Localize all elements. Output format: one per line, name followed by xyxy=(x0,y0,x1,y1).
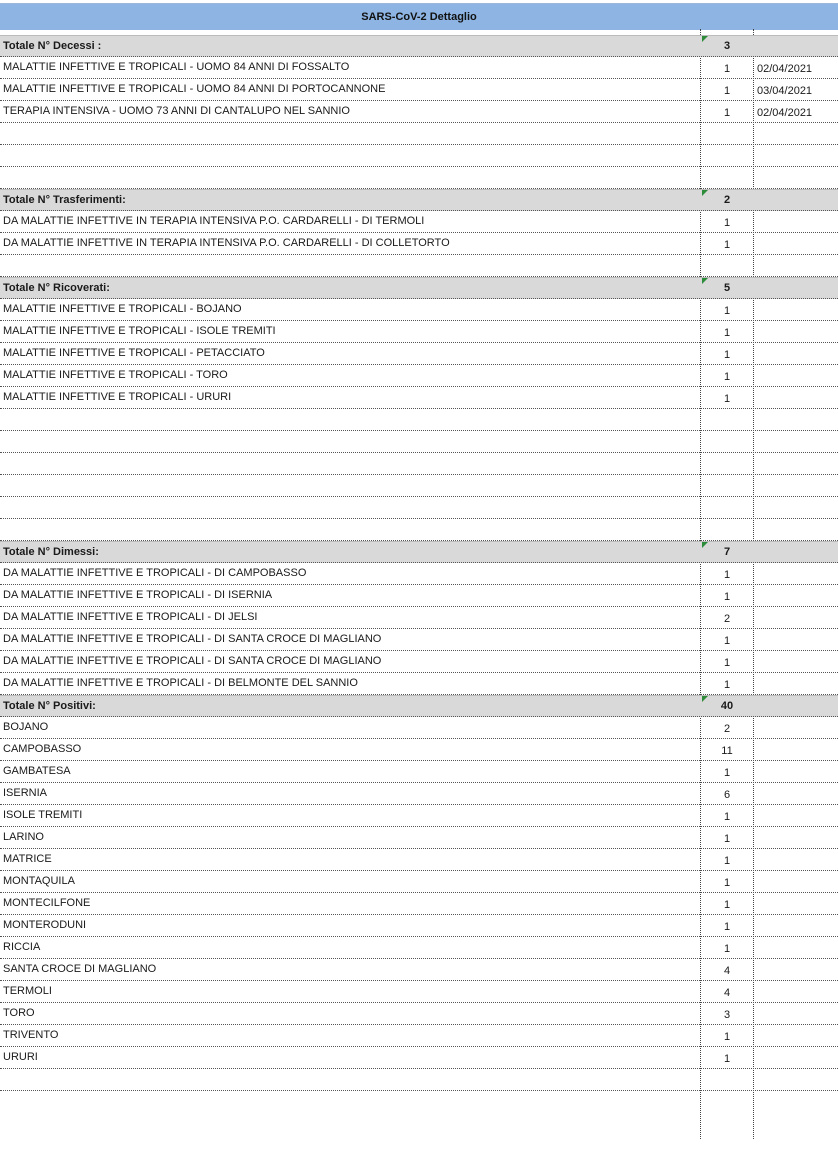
empty-row[interactable] xyxy=(0,453,838,475)
table-row[interactable] xyxy=(0,233,838,255)
row-description: MONTAQUILA xyxy=(3,875,75,887)
row-count: 1 xyxy=(723,63,731,75)
row-description: BOJANO xyxy=(3,721,49,733)
table-row[interactable] xyxy=(0,585,838,607)
cell-comment-marker-icon xyxy=(702,190,708,196)
row-count: 2 xyxy=(723,613,731,625)
table-row[interactable] xyxy=(0,101,838,123)
empty-row[interactable] xyxy=(0,167,838,189)
table-row[interactable] xyxy=(0,805,838,827)
row-count: 6 xyxy=(723,789,731,801)
sheet-title: SARS-CoV-2 Dettaglio xyxy=(0,3,838,30)
row-description: DA MALATTIE INFETTIVE E TROPICALI - DI BELMONTE DEL SANNIO xyxy=(3,677,358,689)
table-row[interactable] xyxy=(0,717,838,739)
empty-row[interactable] xyxy=(0,475,838,497)
empty-row[interactable] xyxy=(0,519,838,541)
table-row[interactable] xyxy=(0,211,838,233)
row-count: 1 xyxy=(723,569,731,581)
table-row[interactable] xyxy=(0,739,838,761)
row-count: 4 xyxy=(723,965,731,977)
table-row[interactable] xyxy=(0,893,838,915)
row-description: DA MALATTIE INFETTIVE IN TERAPIA INTENSIVA P.O. CARDARELLI - DI COLLETORTO xyxy=(3,237,450,249)
row-count: 1 xyxy=(723,327,731,339)
section-header-label: Totale N° Positivi: xyxy=(3,700,96,712)
row-count: 1 xyxy=(723,217,731,229)
row-description: MALATTIE INFETTIVE E TROPICALI - TORO xyxy=(3,369,228,381)
row-description: ISOLE TREMITI xyxy=(3,809,83,821)
row-count: 1 xyxy=(723,239,731,251)
row-description: DA MALATTIE INFETTIVE E TROPICALI - DI SANTA CROCE DI MAGLIANO xyxy=(3,655,382,667)
row-description: ISERNIA xyxy=(3,787,48,799)
row-description: DA MALATTIE INFETTIVE E TROPICALI - DI ISERNIA xyxy=(3,589,273,601)
section-total-value: 5 xyxy=(723,282,731,294)
section-header[interactable] xyxy=(0,189,838,211)
row-count: 1 xyxy=(723,371,731,383)
empty-row[interactable] xyxy=(0,255,838,277)
section-header-label: Totale N° Ricoverati: xyxy=(3,282,110,294)
row-count: 1 xyxy=(723,635,731,647)
row-count: 4 xyxy=(723,987,731,999)
row-description: MALATTIE INFETTIVE E TROPICALI - URURI xyxy=(3,391,232,403)
section-header-label: Totale N° Decessi : xyxy=(3,40,102,52)
section-header[interactable] xyxy=(0,541,838,563)
row-description: RICCIA xyxy=(3,941,41,953)
table-row[interactable] xyxy=(0,563,838,585)
row-count: 1 xyxy=(723,305,731,317)
row-description: DA MALATTIE INFETTIVE E TROPICALI - DI JELSI xyxy=(3,611,258,623)
row-date: 02/04/2021 xyxy=(757,107,813,119)
row-description: TERMOLI xyxy=(3,985,52,997)
section-header[interactable] xyxy=(0,35,838,57)
row-description: MATRICE xyxy=(3,853,52,865)
table-row[interactable] xyxy=(0,1003,838,1025)
empty-row[interactable] xyxy=(0,409,838,431)
row-count: 1 xyxy=(723,591,731,603)
empty-row[interactable] xyxy=(0,123,838,145)
row-description: DA MALATTIE INFETTIVE E TROPICALI - DI CAMPOBASSO xyxy=(3,567,307,579)
section-total-value: 2 xyxy=(723,194,731,206)
table-row[interactable] xyxy=(0,871,838,893)
row-count: 1 xyxy=(723,393,731,405)
table-row[interactable] xyxy=(0,937,838,959)
row-count: 1 xyxy=(723,921,731,933)
table-row[interactable] xyxy=(0,761,838,783)
row-count: 1 xyxy=(723,833,731,845)
table-row[interactable] xyxy=(0,321,838,343)
row-description: DA MALATTIE INFETTIVE IN TERAPIA INTENSIVA P.O. CARDARELLI - DI TERMOLI xyxy=(3,215,425,227)
row-description: MALATTIE INFETTIVE E TROPICALI - UOMO 84 ANNI DI FOSSALTO xyxy=(3,61,350,73)
row-count: 1 xyxy=(723,855,731,867)
row-description: MALATTIE INFETTIVE E TROPICALI - UOMO 84 ANNI DI PORTOCANNONE xyxy=(3,83,386,95)
row-count: 1 xyxy=(723,943,731,955)
empty-row[interactable] xyxy=(0,431,838,453)
section-header[interactable] xyxy=(0,695,838,717)
row-count: 1 xyxy=(723,767,731,779)
cell-comment-marker-icon xyxy=(702,542,708,548)
table-row[interactable] xyxy=(0,607,838,629)
row-description: URURI xyxy=(3,1051,38,1063)
row-description: MONTERODUNI xyxy=(3,919,87,931)
section-header-label: Totale N° Trasferimenti: xyxy=(3,194,126,206)
row-description: TORO xyxy=(3,1007,35,1019)
row-count: 2 xyxy=(723,723,731,735)
row-count: 3 xyxy=(723,1009,731,1021)
table-row[interactable] xyxy=(0,959,838,981)
table-row[interactable] xyxy=(0,365,838,387)
row-count: 1 xyxy=(723,811,731,823)
row-description: CAMPOBASSO xyxy=(3,743,82,755)
empty-row[interactable] xyxy=(0,145,838,167)
row-description: GAMBATESA xyxy=(3,765,71,777)
row-count: 1 xyxy=(723,85,731,97)
row-description: MONTECILFONE xyxy=(3,897,91,909)
row-count: 1 xyxy=(723,679,731,691)
section-total-value: 40 xyxy=(720,700,734,712)
section-total-value: 7 xyxy=(723,546,731,558)
empty-row[interactable] xyxy=(0,1069,838,1091)
cell-comment-marker-icon xyxy=(702,278,708,284)
table-row[interactable] xyxy=(0,981,838,1003)
table-row[interactable] xyxy=(0,849,838,871)
row-count: 1 xyxy=(723,1053,731,1065)
section-total-value: 3 xyxy=(723,40,731,52)
table-row[interactable] xyxy=(0,827,838,849)
table-row[interactable] xyxy=(0,343,838,365)
row-description: TRIVENTO xyxy=(3,1029,59,1041)
row-description: TERAPIA INTENSIVA - UOMO 73 ANNI DI CANTALUPO NEL SANNIO xyxy=(3,105,350,117)
row-count: 1 xyxy=(723,657,731,669)
row-count: 1 xyxy=(723,349,731,361)
section-header[interactable] xyxy=(0,277,838,299)
row-description: MALATTIE INFETTIVE E TROPICALI - PETACCIATO xyxy=(3,347,265,359)
row-date: 03/04/2021 xyxy=(757,85,813,97)
row-description: DA MALATTIE INFETTIVE E TROPICALI - DI SANTA CROCE DI MAGLIANO xyxy=(3,633,382,645)
table-row[interactable] xyxy=(0,79,838,101)
row-date: 02/04/2021 xyxy=(757,63,813,75)
row-description: MALATTIE INFETTIVE E TROPICALI - ISOLE TREMITI xyxy=(3,325,276,337)
table-row[interactable] xyxy=(0,673,838,695)
table-row[interactable] xyxy=(0,299,838,321)
row-description: LARINO xyxy=(3,831,44,843)
row-count: 1 xyxy=(723,1031,731,1043)
table-row[interactable] xyxy=(0,1047,838,1069)
cell-comment-marker-icon xyxy=(702,696,708,702)
row-count: 1 xyxy=(723,107,731,119)
table-row[interactable] xyxy=(0,915,838,937)
section-header-label: Totale N° Dimessi: xyxy=(3,546,99,558)
row-count: 1 xyxy=(723,877,731,889)
cell-comment-marker-icon xyxy=(702,36,708,42)
table-row[interactable] xyxy=(0,651,838,673)
table-row[interactable] xyxy=(0,387,838,409)
row-count: 1 xyxy=(723,899,731,911)
table-row[interactable] xyxy=(0,57,838,79)
empty-row[interactable] xyxy=(0,497,838,519)
row-description: MALATTIE INFETTIVE E TROPICALI - BOJANO xyxy=(3,303,242,315)
table-row[interactable] xyxy=(0,1025,838,1047)
row-description: SANTA CROCE DI MAGLIANO xyxy=(3,963,157,975)
table-row[interactable] xyxy=(0,629,838,651)
table-row[interactable] xyxy=(0,783,838,805)
row-count: 11 xyxy=(721,745,733,757)
